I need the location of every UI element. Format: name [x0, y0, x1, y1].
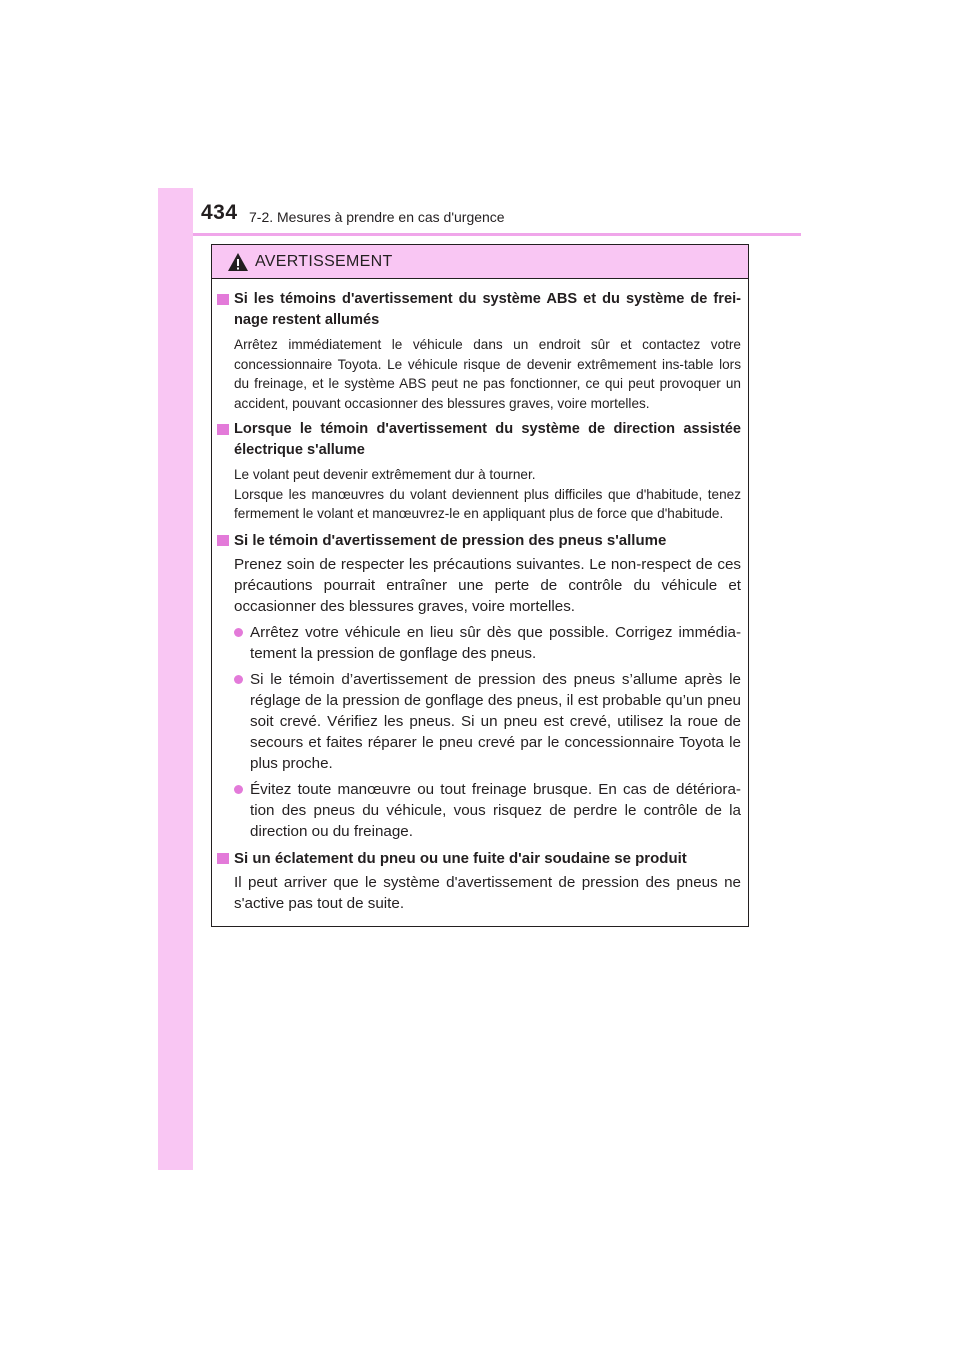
section-abs: [217, 289, 741, 413]
square-bullet-icon: [217, 424, 229, 435]
section-heading: Si le témoin d'avertissement de pression des pneus s'allume: [234, 531, 667, 549]
warning-box: [211, 244, 749, 927]
warning-triangle-icon: [227, 252, 249, 272]
section-body: Il peut arriver que le système d'avertissement de pression des pneus ne s'active pas tout de suite.: [234, 873, 741, 912]
list-item-text: Si le témoin d’avertissement de pression des pneus s’allume après le réglage de la pression de gonflage des pneus, il est probable qu’un pneu soit crevé. Vérifiez les pneus. Si un pneu est crevé, utilisez la roue de secours et faites réparer le pneu crevé par le concessionnaire Toyota le plus proche.: [250, 670, 741, 772]
section-tire-pressure: [217, 530, 741, 842]
list-item-text: Arrêtez votre véhicule en lieu sûr dès que possible. Corrigez immédia-tement la pression de gonflage des pneus.: [250, 623, 741, 662]
section-heading: Si un éclatement du pneu ou une fuite d'air soudaine se produit: [234, 849, 687, 867]
list-item: [234, 669, 741, 774]
section-body-line: Lorsque les manœuvres du volant deviennent plus difficiles que d'habitude, tenez fermement le volant et manœuvrez-le en appliquant plus de force que d'habitude.: [234, 486, 741, 521]
section-heading: Lorsque le témoin d'avertissement du système de direction assistée électrique s'allume: [234, 421, 741, 458]
section-steering: [217, 419, 741, 524]
round-bullet-icon: [234, 628, 243, 637]
section-title: 7-2. Mesures à prendre en cas d'urgence: [249, 209, 505, 225]
header-rule: [193, 233, 801, 236]
square-bullet-icon: [217, 853, 229, 864]
square-bullet-icon: [217, 294, 229, 305]
warning-header: [212, 245, 748, 279]
warning-title: AVERTISSEMENT: [255, 252, 393, 270]
list-item: [234, 779, 741, 842]
square-bullet-icon: [217, 535, 229, 546]
round-bullet-icon: [234, 785, 243, 794]
section-body: Arrêtez immédiatement le véhicule dans un endroit sûr et contactez votre concessionnaire Toyota. Le véhicule risque de devenir extrêmement ins-table lors du freinage, et le système ABS peut ne pas fonctionner, ce qui peut provoquer un accident, pouvant occasionner des blessures graves, voire mortelles.: [234, 337, 741, 411]
round-bullet-icon: [234, 675, 243, 684]
list-item: [234, 622, 741, 664]
section-heading: Si les témoins d'avertissement du système ABS et du système de frei-nage restent allumés: [234, 291, 741, 328]
side-color-strip: [158, 188, 193, 1170]
section-blowout: [217, 848, 741, 914]
section-body: Prenez soin de respecter les précautions suivantes. Le non-respect de ces précautions pourrait entraîner une perte de contrôle du véhicule et occasionner des blessures graves, voire mortelles.: [234, 555, 741, 615]
page-number: 434: [201, 201, 238, 224]
section-body-line: Le volant peut devenir extrêmement dur à tourner.: [234, 467, 536, 482]
warning-content: [212, 279, 748, 914]
list-item-text: Évitez toute manœuvre ou tout freinage brusque. En cas de détériora-tion des pneus du véhicule, vous risquez de perdre le contrôle de la direction ou du freinage.: [250, 780, 741, 840]
